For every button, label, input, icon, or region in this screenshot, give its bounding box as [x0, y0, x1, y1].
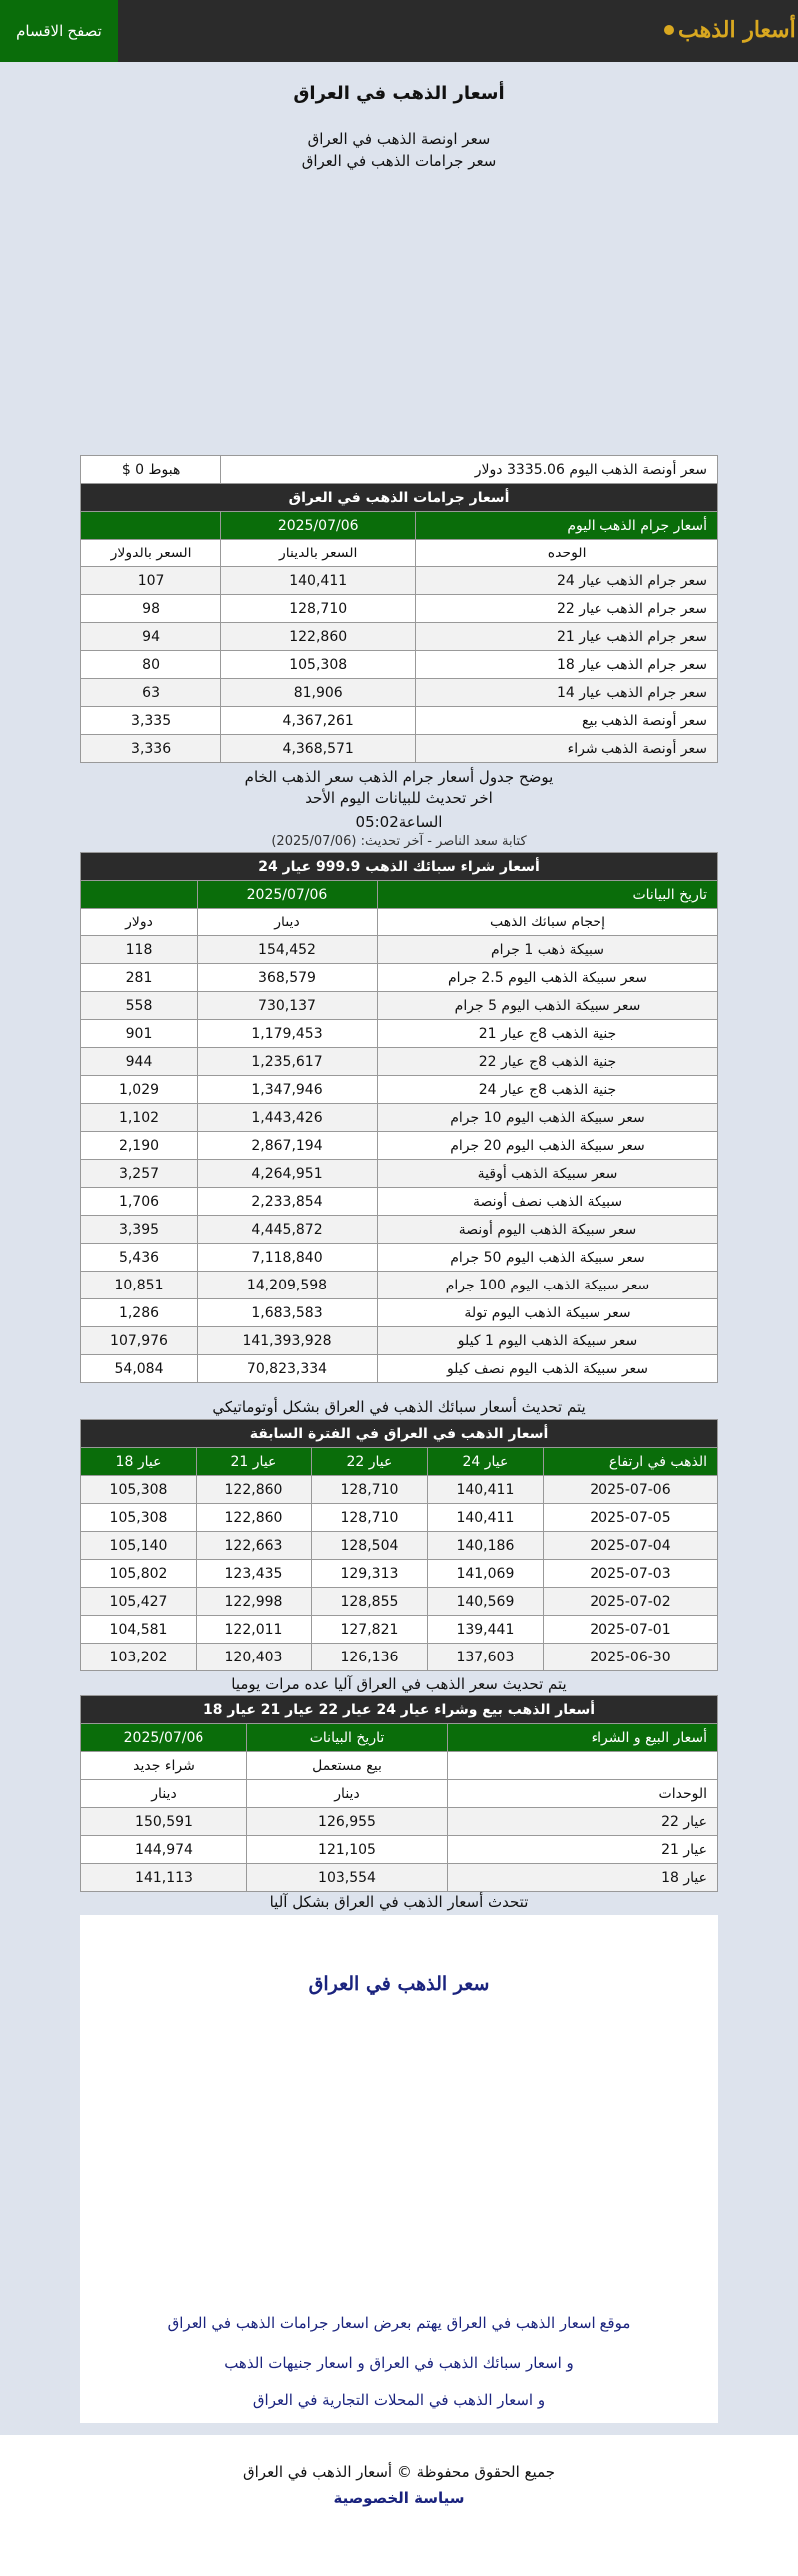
bars-row-usd: 2,190: [81, 1132, 198, 1160]
history-cell: 105,308: [81, 1504, 197, 1532]
buysell-date: 2025/07/06: [81, 1724, 247, 1752]
bars-row-dinar: 730,137: [198, 992, 378, 1020]
history-cell: 105,802: [81, 1560, 197, 1588]
info-line-1: موقع اسعار الذهب في العراق يهتم بعرض اسعار جرامات الذهب في العراق: [167, 2314, 631, 2332]
history-cell: 128,504: [311, 1532, 427, 1560]
history-col-head: عيار 18: [81, 1448, 197, 1476]
history-cell: 141,069: [427, 1560, 543, 1588]
history-cell: 122,663: [196, 1532, 311, 1560]
grams-row-label: سعر جرام الذهب عيار 24: [416, 567, 718, 595]
history-cell: 139,441: [427, 1616, 543, 1644]
bars-row-dinar: 70,823,334: [198, 1355, 378, 1383]
history-cell: 120,403: [196, 1644, 311, 1671]
history-cell: 105,308: [81, 1476, 197, 1504]
bars-row: [81, 992, 718, 1020]
col-dinar-2: دينار: [81, 1780, 247, 1808]
history-cell: 123,435: [196, 1560, 311, 1588]
grams-table: [80, 455, 718, 763]
history-cell: 2025-07-01: [543, 1616, 717, 1644]
col-buy: شراء جديد: [81, 1752, 247, 1780]
grams-row-usd: 94: [81, 623, 221, 651]
bars-row-label: جنية الذهب 8ج عيار 24: [378, 1076, 718, 1104]
bars-row-usd: 558: [81, 992, 198, 1020]
bars-row-label: سبيكة الذهب نصف أونصة: [378, 1188, 718, 1216]
col-unit: الوحده: [416, 540, 718, 567]
ounce-price-link[interactable]: سعر اونصة الذهب في العراق: [307, 130, 491, 148]
history-cell: 128,710: [311, 1504, 427, 1532]
bars-row-dinar: 2,233,854: [198, 1188, 378, 1216]
history-col-head: عيار 24: [427, 1448, 543, 1476]
history-cell: 128,855: [311, 1588, 427, 1616]
bars-row: [81, 1244, 718, 1272]
buysell-row-buy: 144,974: [81, 1836, 247, 1864]
history-row: [81, 1504, 718, 1532]
bars-row: [81, 1020, 718, 1048]
history-row: [81, 1476, 718, 1504]
history-row: [81, 1616, 718, 1644]
site-logo[interactable]: [664, 14, 796, 46]
bars-row-dinar: 1,179,453: [198, 1020, 378, 1048]
history-note: يتم تحديث سعر الذهب في العراق آليا عده مرات يوميا: [231, 1675, 567, 1693]
bars-row-dinar: 154,452: [198, 936, 378, 964]
grams-row: [81, 679, 718, 707]
history-row: [81, 1588, 718, 1616]
bars-row-usd: 281: [81, 964, 198, 992]
bars-row: [81, 1272, 718, 1299]
bars-row-dinar: 7,118,840: [198, 1244, 378, 1272]
history-cell: 140,569: [427, 1588, 543, 1616]
bars-row-usd: 1,102: [81, 1104, 198, 1132]
buysell-row: [81, 1864, 718, 1892]
logo-coin-icon: [664, 25, 674, 35]
bars-row-usd: 10,851: [81, 1272, 198, 1299]
col-bar-size: إحجام سبائك الذهب: [378, 909, 718, 936]
history-cell: 137,603: [427, 1644, 543, 1671]
history-cell: 126,136: [311, 1644, 427, 1671]
privacy-policy-link[interactable]: سياسة الخصوصية: [333, 2489, 465, 2507]
bars-row: [81, 1048, 718, 1076]
history-cell: 105,427: [81, 1588, 197, 1616]
buysell-row-sell: 103,554: [247, 1864, 448, 1892]
info-box: [80, 1915, 718, 2423]
bars-row-usd: 1,706: [81, 1188, 198, 1216]
grams-row-label: سعر أونصة الذهب شراء: [416, 735, 718, 763]
bars-table: [80, 852, 718, 1383]
ounce-change-badge: هبوط 0 $: [81, 456, 221, 484]
buysell-table-title: أسعار الذهب بيع وشراء عيار 24 عيار 22 عيار 21 عيار 18: [81, 1696, 718, 1724]
bars-row-usd: 54,084: [81, 1355, 198, 1383]
grams-row: [81, 623, 718, 651]
bars-row-label: سعر سبيكة الذهب اليوم 10 جرام: [378, 1104, 718, 1132]
buysell-row-buy: 141,113: [81, 1864, 247, 1892]
bars-row: [81, 1104, 718, 1132]
history-table-title: أسعار الذهب في العراق في الفترة السابقة: [81, 1420, 718, 1448]
bars-row: [81, 1188, 718, 1216]
history-cell: 104,581: [81, 1616, 197, 1644]
grams-row: [81, 651, 718, 679]
bars-row-usd: 5,436: [81, 1244, 198, 1272]
bars-row-dinar: 141,393,928: [198, 1327, 378, 1355]
grams-head-label: أسعار جرام الذهب اليوم: [416, 512, 718, 540]
bars-head-label: تاريخ البيانات: [378, 881, 718, 909]
history-col-head: عيار 22: [311, 1448, 427, 1476]
col-dinar-1: دينار: [247, 1780, 448, 1808]
grams-row-dinar: 4,368,571: [221, 735, 416, 763]
bars-row-usd: 3,395: [81, 1216, 198, 1244]
bars-head-empty: [81, 881, 198, 909]
buysell-row-sell: 121,105: [247, 1836, 448, 1864]
bars-row: [81, 1132, 718, 1160]
buysell-row-label: عيار 21: [448, 1836, 718, 1864]
info-line-3: و اسعار الذهب في المحلات التجارية في العراق: [252, 2392, 546, 2409]
bars-row: [81, 1216, 718, 1244]
grams-row: [81, 595, 718, 623]
footer: [0, 2435, 798, 2576]
history-row: [81, 1532, 718, 1560]
grams-date: 2025/07/06: [221, 512, 416, 540]
bars-row-usd: 901: [81, 1020, 198, 1048]
grams-row-dinar: 128,710: [221, 595, 416, 623]
bars-row: [81, 1076, 718, 1104]
history-cell: 2025-07-06: [543, 1476, 717, 1504]
col-units: الوحدات: [448, 1780, 718, 1808]
history-cell: 122,011: [196, 1616, 311, 1644]
bars-date: 2025/07/06: [198, 881, 378, 909]
grams-row-usd: 107: [81, 567, 221, 595]
history-cell: 122,998: [196, 1588, 311, 1616]
history-cell: 2025-06-30: [543, 1644, 717, 1671]
history-col-head: الذهب في ارتفاع: [543, 1448, 717, 1476]
bars-row-label: سعر سبيكة الذهب اليوم 100 جرام: [378, 1272, 718, 1299]
bars-row-label: سعر سبيكة الذهب اليوم نصف كيلو: [378, 1355, 718, 1383]
bars-row-dinar: 368,579: [198, 964, 378, 992]
history-table: [80, 1419, 718, 1671]
grams-head-empty: [81, 512, 221, 540]
bars-row-usd: 1,029: [81, 1076, 198, 1104]
buysell-row-label: عيار 22: [448, 1808, 718, 1836]
bars-row-label: سبيكة ذهب 1 جرام: [378, 936, 718, 964]
grams-row-dinar: 81,906: [221, 679, 416, 707]
bars-row-usd: 1,286: [81, 1299, 198, 1327]
history-row: [81, 1644, 718, 1671]
bars-row-label: سعر سبيكة الذهب أوقية: [378, 1160, 718, 1188]
history-cell: 122,860: [196, 1476, 311, 1504]
grams-row-label: سعر جرام الذهب عيار 22: [416, 595, 718, 623]
grams-row-usd: 63: [81, 679, 221, 707]
history-cell: 2025-07-02: [543, 1588, 717, 1616]
bars-row: [81, 1299, 718, 1327]
history-cell: 129,313: [311, 1560, 427, 1588]
grams-note-1: يوضح جدول أسعار جرام الذهب سعر الذهب الخام: [244, 768, 554, 786]
grams-row-label: سعر أونصة الذهب بيع: [416, 707, 718, 735]
bars-row: [81, 964, 718, 992]
bars-row-label: جنية الذهب 8ج عيار 21: [378, 1020, 718, 1048]
history-cell: 127,821: [311, 1616, 427, 1644]
grams-price-link[interactable]: سعر جرامات الذهب في العراق: [301, 152, 497, 170]
grams-note-2: اخر تحديث للبيانات اليوم الأحد: [305, 789, 493, 807]
buysell-row-label: عيار 18: [448, 1864, 718, 1892]
buysell-row: [81, 1836, 718, 1864]
col-sell: بيع مستعمل: [247, 1752, 448, 1780]
bars-row-label: سعر سبيكة الذهب اليوم 5 جرام: [378, 992, 718, 1020]
grams-row-label: سعر جرام الذهب عيار 18: [416, 651, 718, 679]
grams-row-usd: 3,336: [81, 735, 221, 763]
bars-row-label: سعر سبيكة الذهب اليوم أونصة: [378, 1216, 718, 1244]
grams-row-label: سعر جرام الذهب عيار 21: [416, 623, 718, 651]
bars-row-usd: 3,257: [81, 1160, 198, 1188]
col-bar-usd: دولار: [81, 909, 198, 936]
grams-row-dinar: 105,308: [221, 651, 416, 679]
bars-row-dinar: 14,209,598: [198, 1272, 378, 1299]
copyright: جميع الحقوق محفوظة © أسعار الذهب في العراق: [242, 2463, 556, 2481]
grams-row: [81, 707, 718, 735]
info-line-2: و اسعار سبائك الذهب في العراق و اسعار جنيهات الذهب: [224, 2354, 574, 2372]
bars-row-label: سعر سبيكة الذهب اليوم تولة: [378, 1299, 718, 1327]
buysell-head-label: أسعار البيع و الشراء: [448, 1724, 718, 1752]
buysell-row-sell: 126,955: [247, 1808, 448, 1836]
col-usd: السعر بالدولار: [81, 540, 221, 567]
bars-row: [81, 936, 718, 964]
bars-row-dinar: 2,867,194: [198, 1132, 378, 1160]
history-cell: 140,411: [427, 1476, 543, 1504]
history-cell: 105,140: [81, 1532, 197, 1560]
history-cell: 103,202: [81, 1644, 197, 1671]
grams-row-usd: 80: [81, 651, 221, 679]
bars-table-title: أسعار شراء سبائك الذهب 999.9 عيار 24: [81, 853, 718, 881]
bars-row: [81, 1355, 718, 1383]
top-bar: [0, 0, 798, 62]
history-col-head: عيار 21: [196, 1448, 311, 1476]
history-cell: 122,860: [196, 1504, 311, 1532]
buysell-table: [80, 1695, 718, 1892]
bars-row-dinar: 1,443,426: [198, 1104, 378, 1132]
bars-row-dinar: 1,347,946: [198, 1076, 378, 1104]
grams-row: [81, 567, 718, 595]
bars-row-label: سعر سبيكة الذهب اليوم 20 جرام: [378, 1132, 718, 1160]
grams-row-dinar: 122,860: [221, 623, 416, 651]
grams-note-3: الساعة05:02: [355, 813, 443, 831]
history-cell: 2025-07-05: [543, 1504, 717, 1532]
history-row: [81, 1560, 718, 1588]
info-title: سعر الذهب في العراق: [308, 1973, 490, 1995]
bars-row: [81, 1327, 718, 1355]
grams-row: [81, 735, 718, 763]
bars-row-label: سعر سبيكة الذهب اليوم 50 جرام: [378, 1244, 718, 1272]
grams-row-dinar: 140,411: [221, 567, 416, 595]
grams-row-label: سعر جرام الذهب عيار 14: [416, 679, 718, 707]
grams-row-dinar: 4,367,261: [221, 707, 416, 735]
buysell-head-date-label: تاريخ البيانات: [247, 1724, 448, 1752]
history-cell: 140,411: [427, 1504, 543, 1532]
buysell-row: [81, 1808, 718, 1836]
bars-row: [81, 1160, 718, 1188]
history-cell: 2025-07-03: [543, 1560, 717, 1588]
bars-row-usd: 944: [81, 1048, 198, 1076]
grams-note-4: كتابة سعد الناصر - آخر تحديث: (2025/07/06): [271, 834, 527, 849]
logo-text: أسعار الذهب: [678, 17, 796, 43]
buysell-empty: [448, 1752, 718, 1780]
ounce-price-text: سعر أونصة الذهب اليوم 3335.06 دولار: [221, 456, 718, 484]
grams-row-usd: 3,335: [81, 707, 221, 735]
bars-row-label: سعر سبيكة الذهب اليوم 1 كيلو: [378, 1327, 718, 1355]
col-bar-dinar: دينار: [198, 909, 378, 936]
bars-row-dinar: 1,235,617: [198, 1048, 378, 1076]
bars-row-usd: 107,976: [81, 1327, 198, 1355]
page-title: أسعار الذهب في العراق: [293, 83, 505, 104]
bars-row-dinar: 1,683,583: [198, 1299, 378, 1327]
history-cell: 2025-07-04: [543, 1532, 717, 1560]
col-dinar: السعر بالدينار: [221, 540, 416, 567]
bars-row-dinar: 4,445,872: [198, 1216, 378, 1244]
bars-row-dinar: 4,264,951: [198, 1160, 378, 1188]
bars-row-usd: 118: [81, 936, 198, 964]
grams-row-usd: 98: [81, 595, 221, 623]
buysell-note: تتحدث أسعار الذهب في العراق بشكل آليا: [269, 1893, 529, 1911]
browse-categories-button[interactable]: تصفح الاقسام: [0, 0, 118, 62]
buysell-row-buy: 150,591: [81, 1808, 247, 1836]
history-cell: 128,710: [311, 1476, 427, 1504]
grams-table-title: أسعار جرامات الذهب في العراق: [81, 484, 718, 512]
bars-note: يتم تحديث أسعار سبائك الذهب في العراق بشكل أوتوماتيكي: [212, 1398, 586, 1416]
history-cell: 140,186: [427, 1532, 543, 1560]
bars-row-label: جنية الذهب 8ج عيار 22: [378, 1048, 718, 1076]
bars-row-label: سعر سبيكة الذهب اليوم 2.5 جرام: [378, 964, 718, 992]
